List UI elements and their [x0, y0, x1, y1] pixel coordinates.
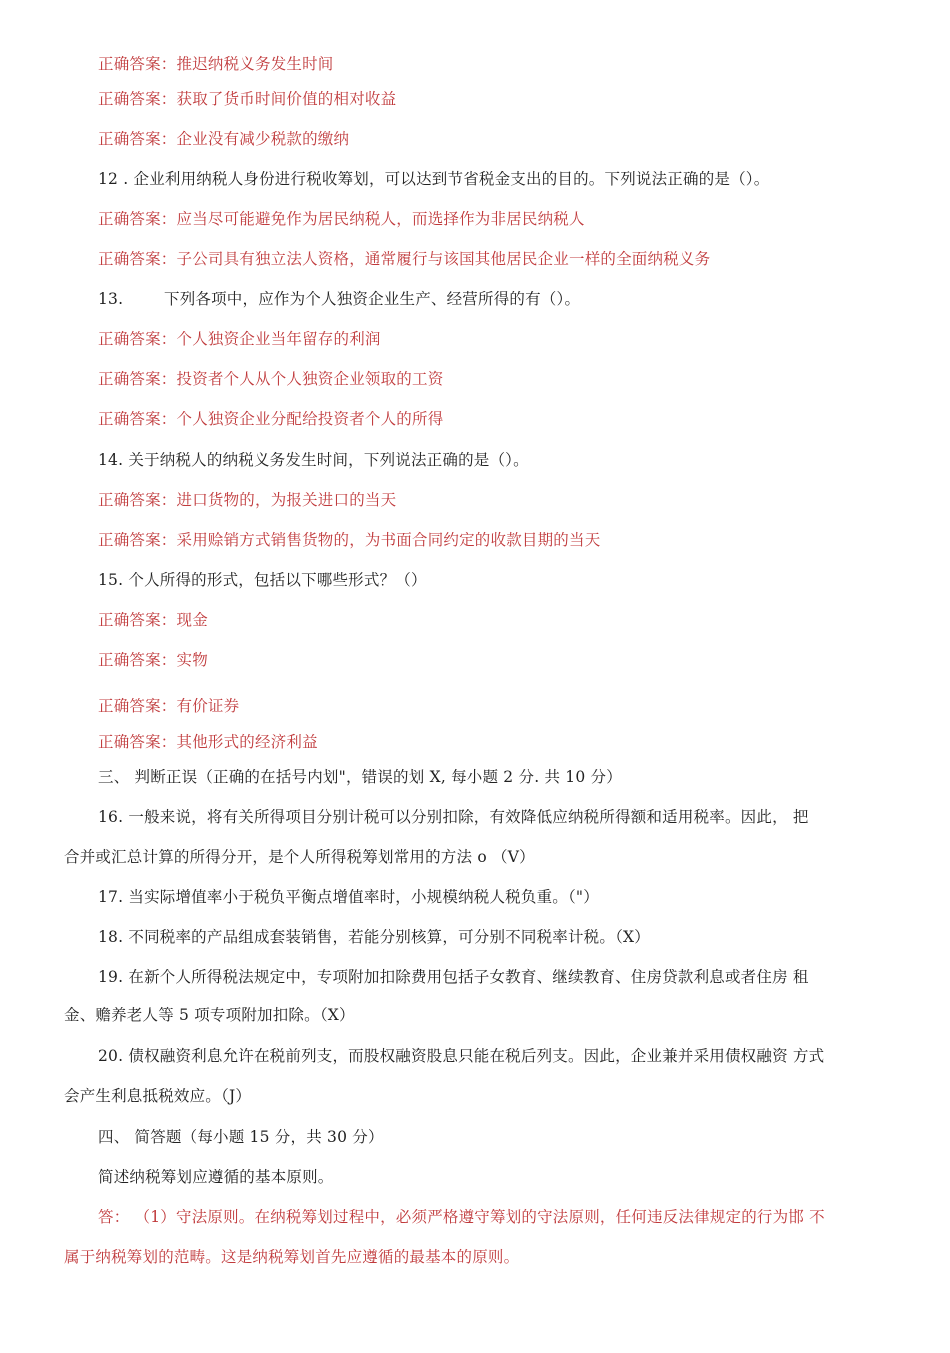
- answer-line: 正确答案：采用赊销方式销售货物的，为书面合同约定的收款目期的当天: [98, 531, 601, 549]
- question-19: 19. 在新个人所得税法规定中，专项附加扣除费用包括子女教育、继续教育、住房贷款利息或者住房 租: [98, 968, 809, 986]
- answer-line: 正确答案：投资者个人从个人独资企业领取的工资: [98, 370, 444, 388]
- section-heading: 四、 简答题（每小题 15 分，共 30 分）: [98, 1128, 384, 1146]
- answer-line: 正确答案：实物: [98, 651, 208, 669]
- question-text: 下列各项中，应作为个人独资企业生产、经营所得的有（）。: [164, 290, 581, 308]
- answer-line: 正确答案：获取了货币时间价值的相对收益: [98, 90, 397, 108]
- question-21: 简述纳税筹划应遵循的基本原则。: [98, 1168, 334, 1186]
- question-13: [0, 289, 950, 309]
- answer-line: 正确答案：现金: [98, 611, 208, 629]
- answer-line: 正确答案：进口货物的，为报关进口的当天: [98, 491, 397, 509]
- question-number: 13.: [98, 290, 124, 308]
- question-14: 14. 关于纳税人的纳税义务发生时间，下列说法正确的是（）。: [98, 451, 529, 469]
- answer-paragraph: 答： （1）守法原则。在纳税筹划过程中，必须严格遵守筹划的守法原则，任何违反法律规定的行为邯 不: [98, 1208, 825, 1226]
- question-20-cont: 会产生利息抵税效应。（J）: [64, 1087, 252, 1105]
- question-16-cont: 合并或汇总计算的所得分开，是个人所得税筹划常用的方法 o （V）: [64, 848, 535, 866]
- question-19-cont: 金、赡养老人等 5 项专项附加扣除。（X）: [64, 1006, 355, 1024]
- question-16: 16. 一般来说，将有关所得项目分别计税可以分别扣除，有效降低应纳税所得额和适用税率。因此， 把: [98, 808, 809, 826]
- answer-line: 正确答案：其他形式的经济利益: [98, 733, 318, 751]
- answer-line: 正确答案：企业没有减少税款的缴纳: [98, 130, 350, 148]
- answer-line: 正确答案：推迟纳税义务发生时间: [98, 55, 334, 73]
- answer-paragraph-cont: 属于纳税筹划的范畴。这是纳税筹划首先应遵循的最基本的原则。: [64, 1248, 520, 1266]
- answer-line: 正确答案：个人独资企业分配给投资者个人的所得: [98, 410, 444, 428]
- question-12: 12 . 企业利用纳税人身份进行税收筹划，可以达到节省税金支出的目的。下列说法正确的是（）。: [98, 170, 770, 188]
- answer-line: 正确答案：个人独资企业当年留存的利润: [98, 330, 381, 348]
- question-15: 15. 个人所得的形式，包括以下哪些形式？（）: [98, 571, 427, 589]
- question-17: 17. 当实际增值率小于税负平衡点增值率时，小规模纳税人税负重。（"）: [98, 888, 599, 906]
- section-heading: 三、 判断正误（正确的在括号内划"，错误的划 X, 每小题 2 分. 共 10 分）: [98, 768, 622, 786]
- answer-line: 正确答案：应当尽可能避免作为居民纳税人，而选择作为非居民纳税人: [98, 210, 585, 228]
- question-18: 18. 不同税率的产品组成套装销售，若能分别核算，可分别不同税率计税。（X）: [98, 928, 650, 946]
- answer-line: 正确答案：有价证券: [98, 697, 240, 715]
- answer-line: 正确答案：子公司具有独立法人资格，通常履行与该国其他居民企业一样的全面纳税义务: [98, 250, 711, 268]
- question-20: 20. 债权融资利息允许在税前列支，而股权融资股息只能在税后列支。因此，企业兼并采用债权融资 方式: [98, 1047, 825, 1065]
